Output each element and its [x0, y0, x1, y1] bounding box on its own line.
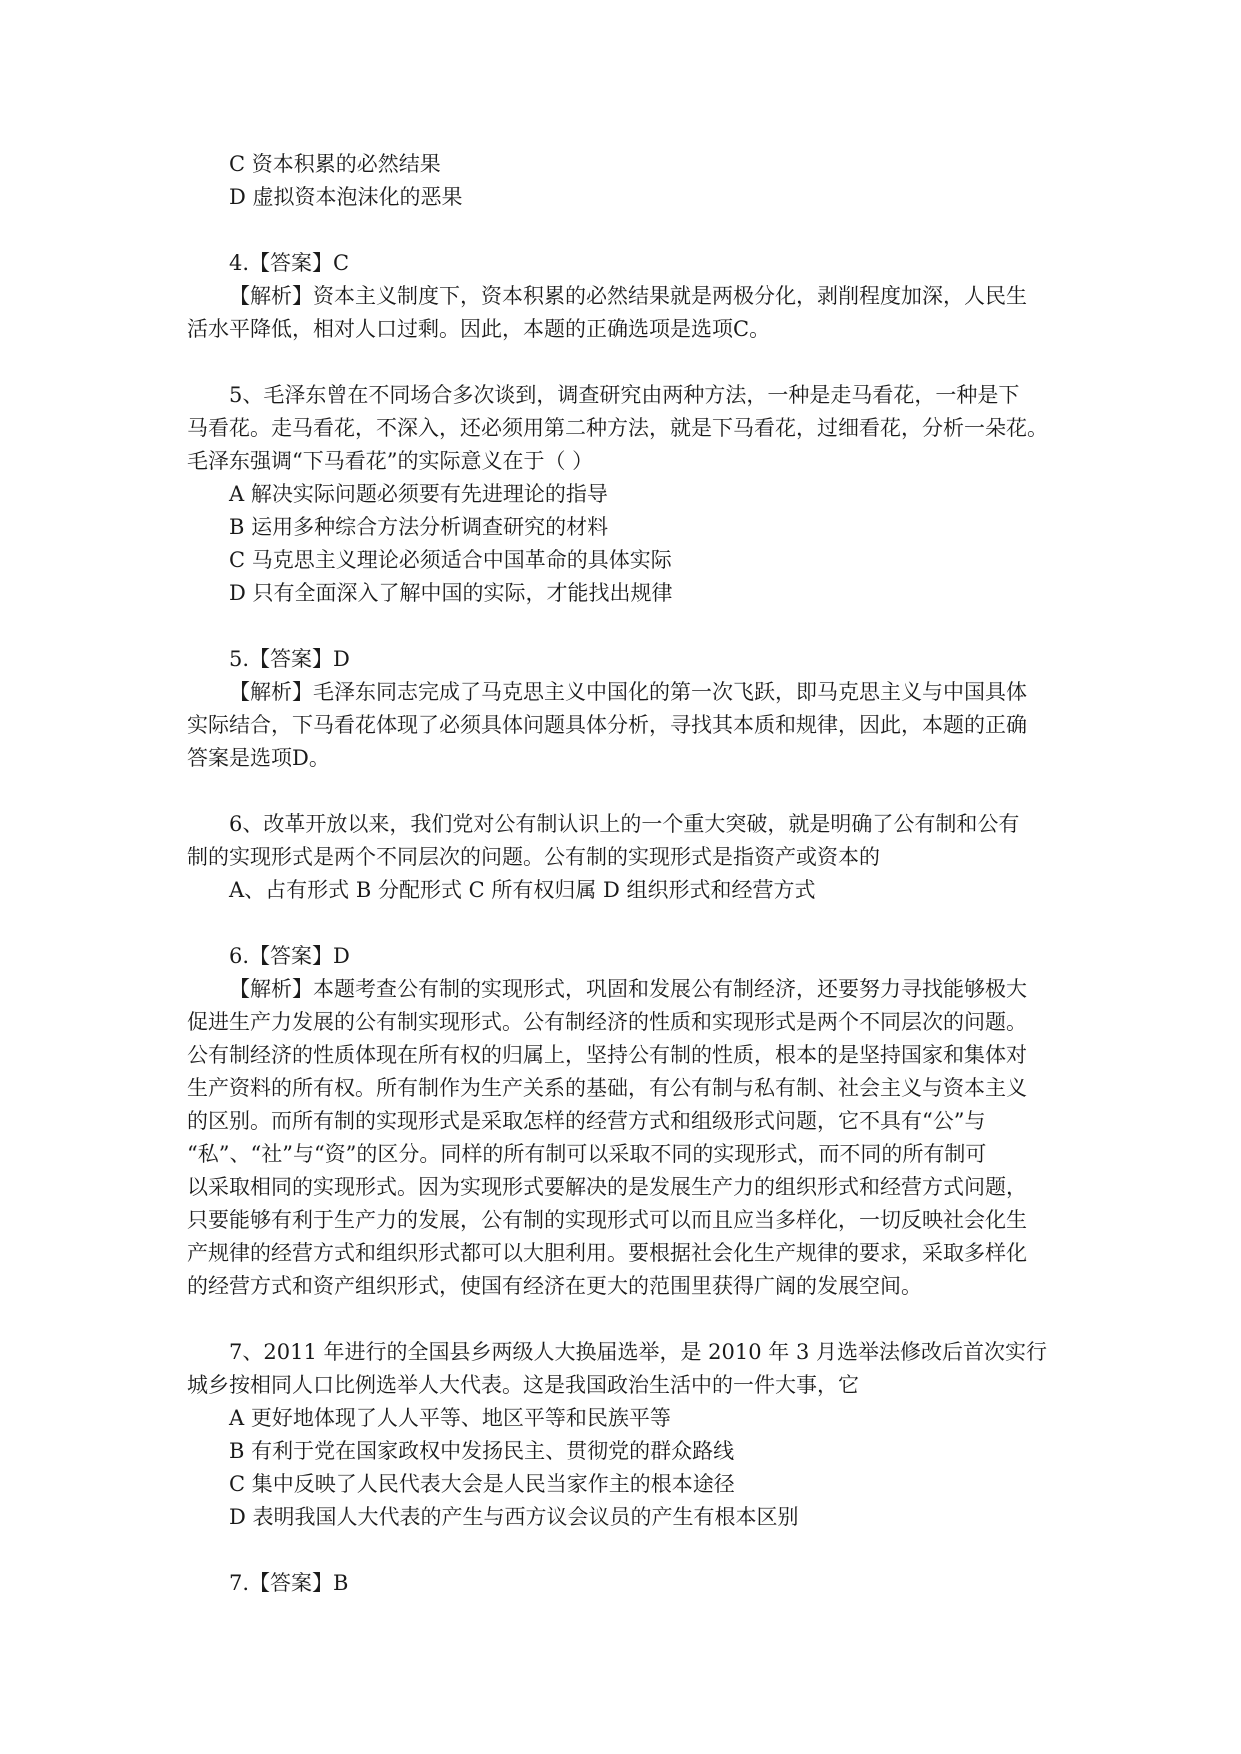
paragraph-line: 只要能够有利于生产力的发展，公有制的实现形式可以而且应当多样化，一切反映社会化生 [187, 1208, 1027, 1232]
paragraph-gap [187, 1303, 1067, 1336]
paragraph-gap [187, 775, 1067, 808]
text-line: D 表明我国人大代表的产生与西方议会议员的产生有根本区别 [229, 1505, 799, 1529]
text-line: C 集中反映了人民代表大会是人民当家作主的根本途径 [229, 1472, 735, 1496]
text-line: 7.【答案】B [229, 1571, 349, 1595]
paragraph-line: 答案是选项D。 [187, 746, 330, 770]
paragraph-line: 的区别。而所有制的实现形式是采取怎样的经营方式和组级形式问题，它不具有“公”与 [187, 1109, 986, 1133]
paragraph-line: 的经营方式和资产组织形式，使国有经济在更大的范围里获得广阔的发展空间。 [187, 1274, 922, 1298]
paragraph-gap [187, 610, 1067, 643]
text-line: C 马克思主义理论必须适合中国革命的具体实际 [229, 548, 672, 572]
paragraph-line: 促进生产力发展的公有制实现形式。公有制经济的性质和实现形式是两个不同层次的问题。 [187, 1010, 1027, 1034]
paragraph [187, 808, 1067, 874]
text-line: 4.【答案】C [229, 251, 350, 275]
paragraph-line: 【解析】资本主义制度下，资本积累的必然结果就是两极分化，剥削程度加深，人民生 [229, 284, 1027, 308]
paragraph-line: 5、毛泽东曾在不同场合多次谈到，调查研究由两种方法，一种是走马看花，一种是下 [229, 383, 1020, 407]
paragraph [187, 1336, 1067, 1402]
paragraph-line: 【解析】本题考查公有制的实现形式，巩固和发展公有制经济，还要努力寻找能够极大 [229, 977, 1027, 1001]
paragraph-line: 【解析】毛泽东同志完成了马克思主义中国化的第一次飞跃，即马克思主义与中国具体 [229, 680, 1027, 704]
text-line: B 有利于党在国家政权中发扬民主、贯彻党的群众路线 [229, 1439, 735, 1463]
paragraph-line: 公有制经济的性质体现在所有权的归属上，坚持公有制的性质，根本的是坚持国家和集体对 [187, 1043, 1027, 1067]
paragraph-line: 马看花。走马看花，不深入，还必须用第二种方法，就是下马看花，过细看花，分析一朵花。 [187, 416, 1048, 440]
paragraph [187, 676, 1067, 775]
paragraph [187, 379, 1067, 478]
paragraph-gap [187, 214, 1067, 247]
paragraph-line: 6、改革开放以来，我们党对公有制认识上的一个重大突破，就是明确了公有制和公有 [229, 812, 1020, 836]
paragraph-line: 以采取相同的实现形式。因为实现形式要解决的是发展生产力的组织形式和经营方式问题， [187, 1175, 1027, 1199]
paragraph-line: 毛泽东强调“下马看花”的实际意义在于（ ） [187, 449, 594, 473]
paragraph-line: 实际结合，下马看花体现了必须具体问题具体分析，寻找其本质和规律，因此，本题的正确 [187, 713, 1027, 737]
text-line: 6.【答案】D [229, 944, 350, 968]
paragraph-gap [187, 1534, 1067, 1567]
paragraph-gap [187, 346, 1067, 379]
text-line: A、占有形式 B 分配形式 C 所有权归属 D 组织形式和经营方式 [229, 878, 816, 902]
text-line: 5.【答案】D [229, 647, 350, 671]
paragraph-gap [187, 907, 1067, 940]
text-line: D 只有全面深入了解中国的实际，才能找出规律 [229, 581, 673, 605]
paragraph-line: 城乡按相同人口比例选举人大代表。这是我国政治生活中的一件大事，它 [187, 1373, 859, 1397]
text-line: A 解决实际问题必须要有先进理论的指导 [229, 482, 608, 506]
text-line: D 虚拟资本泡沫化的恶果 [229, 185, 463, 209]
paragraph-line: 活水平降低，相对人口过剩。因此，本题的正确选项是选项C。 [187, 317, 771, 341]
paragraph-line: 产规律的经营方式和组织形式都可以大胆利用。要根据社会化生产规律的要求，采取多样化 [187, 1241, 1027, 1265]
paragraph [187, 280, 1067, 346]
text-line: C 资本积累的必然结果 [229, 152, 441, 176]
text-line: A 更好地体现了人人平等、地区平等和民族平等 [229, 1406, 671, 1430]
paragraph-line: 生产资料的所有权。所有制作为生产关系的基础，有公有制与私有制、社会主义与资本主义 [187, 1076, 1027, 1100]
paragraph-line: 制的实现形式是两个不同层次的问题。公有制的实现形式是指资产或资本的 [187, 845, 880, 869]
text-line: B 运用多种综合方法分析调查研究的材料 [229, 515, 609, 539]
paragraph-line: “私”、“社”与“资”的区分。同样的所有制可以采取不同的实现形式，而不同的所有制可 [187, 1142, 987, 1166]
document-page [187, 148, 1067, 1600]
paragraph [187, 973, 1067, 1303]
paragraph-line: 7、2011 年进行的全国县乡两级人大换届选举，是 2010 年 3 月选举法修改后首次实行 [229, 1340, 1047, 1364]
